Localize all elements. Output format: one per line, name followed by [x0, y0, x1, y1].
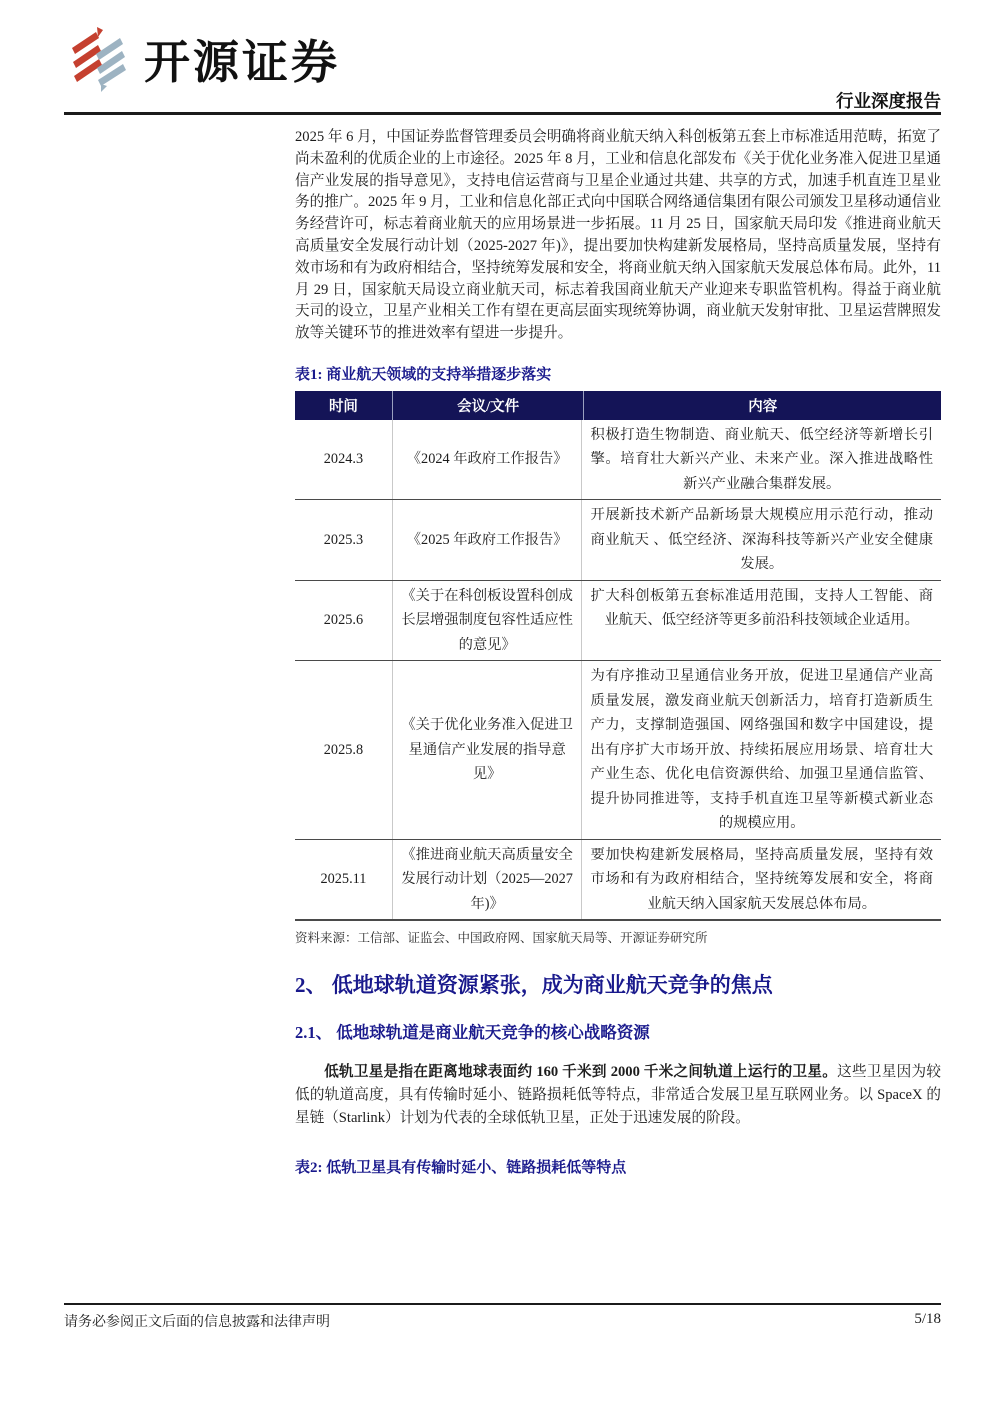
table-cell-content: 为有序推动卫星通信业务开放，促进卫星通信产业高质量发展，激发商业航天创新活力，培育打造新质生产力，支撑制造强国、网络强国和数字中国建设，提出有序扩大市场开放、持续拓展应用场景、培育壮大产业生态、优化电信资源供给、加强卫星通信监管、提升协同推进等，支持手机直连卫星等新模式新业态的规模应用。: [590, 668, 933, 832]
table-row: [295, 839, 941, 920]
header-rule: [64, 112, 941, 115]
brand-logo-icon: [70, 26, 130, 97]
table-cell-content: 积极打造生物制造、商业航天、低空经济等新增长引擎。培育壮大新兴产业、未来产业。深入推进战略性新兴产业融合集群发展。: [590, 426, 933, 492]
table1-source: 资料来源：工信部、证监会、中国政府网、国家航天局等、开源证券研究所: [295, 931, 708, 946]
table-cell-time: 2024.3: [323, 451, 364, 468]
table-cell-content: 要加快构建新发展格局，坚持高质量发展，坚持有效市场和有为政府相结合，坚持统筹发展和安全，将商业航天纳入国家航天发展总体布局。: [590, 846, 933, 912]
intro-paragraph: 2025 年 6 月，中国证券监督管理委员会明确将商业航天纳入科创板第五套上市标准适用范畴，拓宽了尚未盈利的优质企业的上市途径。2025 年 8 月，工业和信息化部发布《关于优化业务准入促进卫星通信产业发展的指导意见》，支持电信运营商与卫星企业通过共建、共享的方式，加速手机直连卫星业务的推广。2025 年 9 月，工业和信息化部正式向中国联合网络通信集团有限公司颁发卫星移动通信业务经营许可，标志着商业航天的应用场景进一步拓展。11 月 25 日，国家航天局印发《推进商业航天高质量安全发展行动计划（2025-2027 年)》，提出要加快构建新发展格局，坚持高质量发展，坚持有效市场和有为政府相结合，坚持统筹发展和安全，将商业航天纳入国家航天发展总体布局。此外，11 月 29 日，国家航天局设立商业航天司，标志着我国商业航天产业迎来专职监管机构。得益于商业航天司的设立，卫星产业相关工作有望在更高层面实现统筹协调，商业航天发射审批、卫星运营牌照发放等关键环节的推进效率有望进一步提升。: [295, 129, 941, 342]
table-row: [295, 499, 941, 580]
column-header-doc: 会议/文件: [392, 391, 585, 420]
section-subheading: 2.1、 低地球轨道是商业航天竞争的核心战略资源: [295, 1022, 650, 1042]
report-type-label: 行业深度报告: [836, 91, 941, 111]
table-cell-time: 2025.8: [323, 741, 364, 758]
table1-caption: 表1: 商业航天领域的支持举措逐步落实: [295, 366, 552, 383]
table-cell-content: 扩大科创板第五套标准适用范围，支持人工智能、商业航天、低空经济等更多前沿科技领域企业适用。: [590, 587, 933, 629]
page-number: 5/18: [914, 1311, 941, 1327]
table2-caption: 表2: 低轨卫星具有传输时延小、链路损耗低等特点: [295, 1160, 627, 1177]
table-cell-doc: 《关于优化业务准入促进卫星通信产业发展的指导意见》: [392, 661, 583, 839]
table1: [295, 391, 941, 922]
body-paragraph: [295, 1061, 941, 1130]
table1-header-row: [295, 391, 941, 420]
table-cell-time: 2025.6: [323, 612, 364, 629]
brand-name: 开源证券: [144, 35, 340, 88]
paragraph-rest: 这些卫星因为较低的轨道高度，具有传输时延小、链路损耗低等特点，非常适合发展卫星互联网业务。以 SpaceX 的星链（Starlink）计划为代表的全球低轨卫星，正处于迅速发展的阶段。: [295, 1064, 941, 1127]
table-cell-doc: 《2024 年政府工作报告》: [392, 420, 583, 500]
column-header-time: 时间: [328, 398, 358, 415]
column-header-content: 内容: [748, 398, 778, 415]
lead-sentence: 低轨卫星是指在距离地球表面约 160 千米到 2000 千米之间轨道上运行的卫星。: [324, 1064, 838, 1081]
table-cell-time: 2025.3: [323, 531, 364, 548]
footer-rule: [64, 1303, 941, 1305]
content-column: [295, 127, 941, 1177]
table-cell-doc: 《2025 年政府工作报告》: [392, 500, 583, 580]
table-row: [295, 660, 941, 839]
table-cell-doc: 《关于在科创板设置科创成长层增强制度包容性适应性的意见》: [392, 581, 583, 661]
section-heading: 2、 低地球轨道资源紧张，成为商业航天竞争的焦点: [295, 973, 773, 998]
table-cell-time: 2025.11: [320, 871, 367, 888]
table-cell-content: 开展新技术新产品新场景大规模应用示范行动，推动商业航天 、低空经济、深海科技等新兴产业安全健康发展。: [590, 507, 933, 573]
brand-logo: [70, 26, 340, 97]
footer-disclaimer: 请务必参阅正文后面的信息披露和法律声明: [64, 1315, 330, 1330]
footer: [64, 1311, 941, 1331]
table-cell-doc: 《推进商业航天高质量安全发展行动计划（2025—2027 年)》: [392, 840, 583, 920]
table-row: [295, 420, 941, 500]
table-row: [295, 580, 941, 661]
table1-body: [295, 420, 941, 920]
